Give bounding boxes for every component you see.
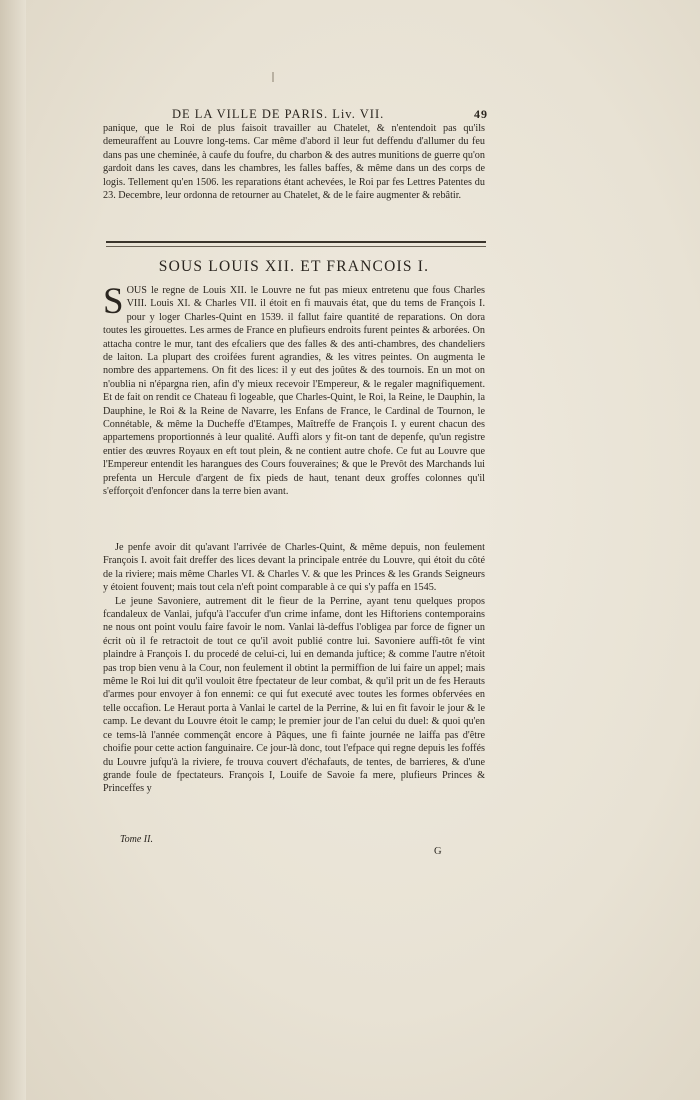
section-body-first [103,281,485,499]
ink-mark [272,72,274,82]
paragraph-1 [103,281,485,499]
section-title: SOUS LOUIS XII. ET FRANCOIS I. [158,258,430,275]
paragraph-1-text: OUS le regne de Louis XII. le Louvre ne fut pas mieux entretenu que fous Charles VIII. Louis XI. & Charles VII. il étoit en fi mauvais état, que du tems de François I. pour y loger Charles-Quint en 1539. il fallut faire quantité de reparations. On dora toutes les girouettes. Les armes de France en plufieurs endroits furent peintes & arborées. On attacha contre le mur, tant des efcaliers que des falles & des anti-chambres, des chandeliers de laiton. La plupart des croifées furent agrandies, & les vitres peintes. On augmenta le nombre des appartemens. On fit des lices: il y eut des joûtes & des tournois. En un mot on n'oublia ni n'épargna rien, afin d'y mieux recevoir l'Empereur, & le regaler magnifiquement. Et de fait on rendit ce Chateau fi logeable, que Charles-Quint, le Roi, la Reine, le Dauphin, la Dauphine, le Roi & la Reine de Navarre, les Enfans de France, le Cardinal de Tournon, le Connétable, & même la Ducheffe d'Etampes, Maîtreffe de François I. y eurent chacun des appartemens proportionnés à leur qualité. Auffi alors y fit-on tant de depenfe, qu'un registre entier des œuvres Royaux en eft tout plein, & ne contient autre chofe. Ce fut au Louvre que l'Empereur entendit les harangues des Cours fouveraines; & que le Prevôt des Marchands lui prefenta un Hercule d'argent de fix pieds de haut, tenant deux groffes colonnes qu'il s'efforçoit d'enfoncer dans la terre bien avant. [103,285,485,498]
section-divider-rule [106,241,486,243]
page-spine-shadow [0,0,26,1100]
running-head: DE LA VILLE DE PARIS. Liv. VII. [172,107,385,121]
tome-label: Tome II. [120,834,153,845]
continuation-block [103,122,485,202]
continuation-paragraph: panique, que le Roi de plus faisoit travailler au Chatelet, & n'entendoit pas qu'ils demeuraffent au Louvre long-tems. Car même d'abord il leur fut deffendu d'allumer du feu dans pas une cheminée, à caufe du foufre, du charbon & des autres munitions de guerre qu'on gardoit dans les caves, dans les chambres, les falles baffes, & même dans un des corps de logis. Tellement qu'en 1506. les reparations étant achevées, le Roi par fes Lettres Patentes du 23. Decembre, leur ordonna de retourner au Chatelet, & de le faire augmenter & rebâtir. [103,123,485,202]
paragraph-3: Le jeune Savoniere, autrement dit le fieur de la Perrine, ayant tenu quelques propos fcandaleux de Vanlai, jufqu'à l'accufer d'un crime infame, dont les Hiftoriens contemporains ne nous ont point voulu faire favoir le nom. Vanlai là-deffus l'obligea par force de figner un écrit où il fe retractoit de tout ce qu'il avoit publié contre lui. Savoniere auffi-tôt fe vint plaindre à François I. du procedé de celui-ci, lui en demanda juftice; & comme l'autre n'étoit pas trop bien venu à la Cour, non feulement il obtint la permiffion de lui faire un appel; mais même le Roi lui dit qu'il vouloit être fpectateur de leur combat, & qu'il prit un de fes Herauts d'armes pour envoyer à fon ennemi: ce qui fut executé avec toutes les formes obfervées en telle occafion. Le Heraut porta à Vanlai le cartel de la Perrine, & lui en fit favoir le jour & le camp. Le devant du Louvre étoit le camp; le premier jour de l'an celui du duel: & quoi qu'en ce tems-là l'année commençât encore à Pâques, une fi fainte journée ne laiffa pas d'être choifie pour cette action fanguinaire. Ce jour-là donc, tout l'efpace qui regne depuis les foffés du Louvre jufqu'à la riviere, fe trouva couvert d'échafauts, de tentes, de barrieres, & d'une grande foule de fpectateurs. François I, Louife de Savoie fa mere, plufieurs Princes & Princeffes y [103,595,485,795]
page-number: 49 [474,107,488,121]
signature-mark: G [434,846,442,857]
section-body-second [103,541,485,796]
drop-cap-letter: S [103,281,124,322]
paragraph-2: Je penfe avoir dit qu'avant l'arrivée de Charles-Quint, & même depuis, non feulement François I. avoit fait dreffer des lices devant la principale entrée du Louvre, qui étoit du côté de la riviere; mais même Charles VI. & Charles V. & que les Princes & les Grands Seigneurs y étoient fouvent; mais tout cela n'eft point comparable à ce qui s'y paffa en 1545. [103,542,485,594]
page-footer [120,834,472,864]
